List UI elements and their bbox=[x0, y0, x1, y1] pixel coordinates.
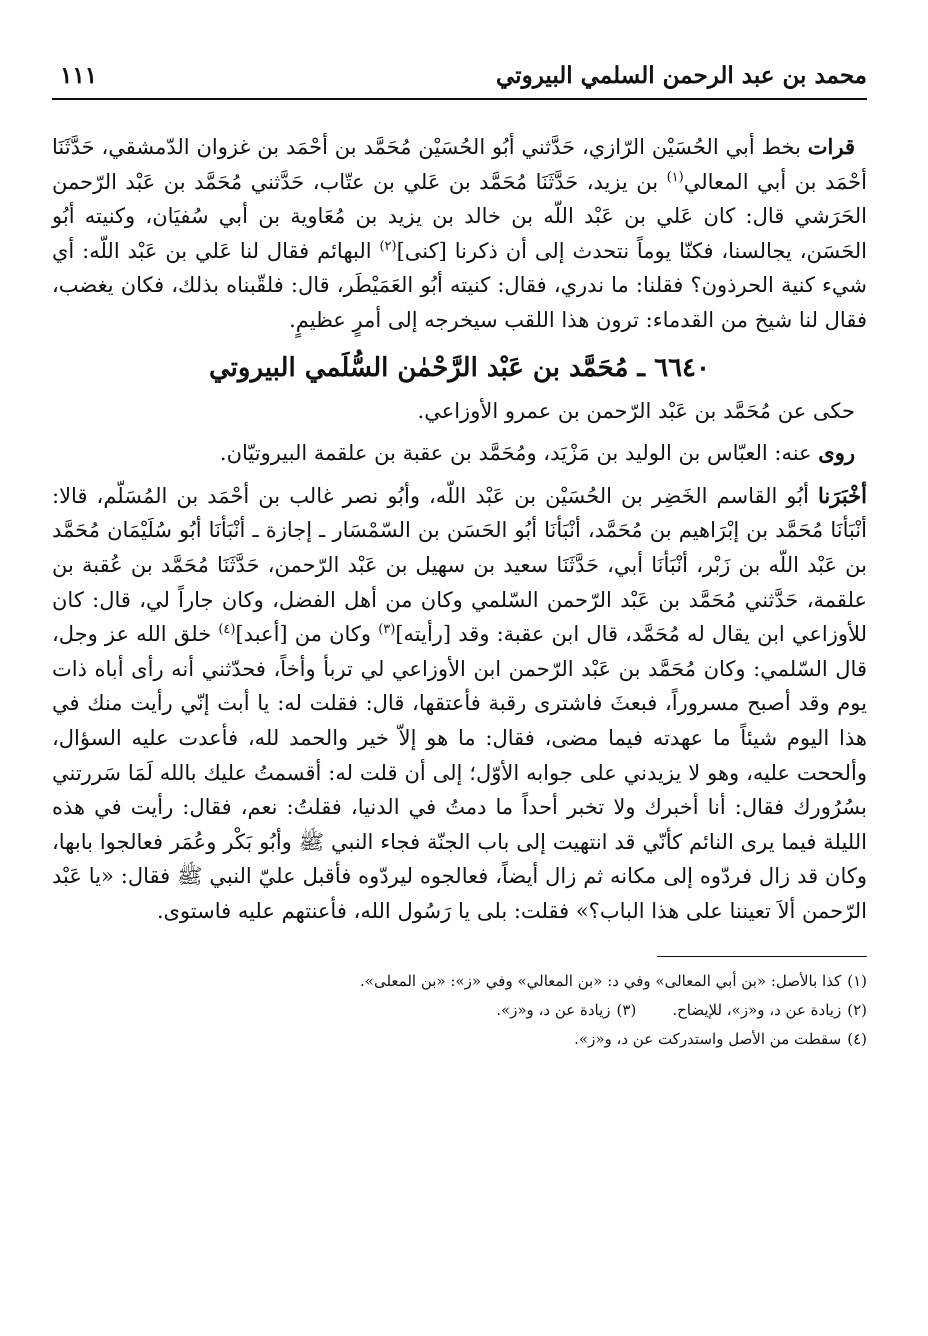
footnote-num: (٢) bbox=[847, 1001, 867, 1020]
paragraph-1-text-a: بخط أبي الحُسَيْن الرّازي، حَدَّثني أبُو الحُسَيْن مُحَمَّد بن أحْمَد بن غزوان الدّمشقي، حَدَّثَنَا أحْمَد بن أبي المعالي bbox=[52, 135, 867, 194]
paragraph-2-text-c: خلق الله عز وجل، قال السّلمي: وكان مُحَمَّد بن عَبْد الرّحمن ابن الأوزاعي لي تربأ وأخاً، فحدّثني أنه رأى أباه ذات يوم وقد أصبح مسروراً، فبعثَ فاشترى رقبة فأعتقها، قال: فقلت له: يا أبت إنّي رأيت منك في هذا اليوم شيئاً ما عهدته فيما مضى، فقال: ما هو إلاّ خير والحمد لله، فأعدت عليه السؤال، وألححت عليه، وهو لا يزيدني على جوابه الأوّل؛ إلى أن قلت له: أقسمتُ عليك بالله لَمَا سَررتني بسُرُورك فقال: أنا أخبرك ولا تخبر أحداً ما دمتُ في الدنيا، فقلتُ: نعم، فقال: رأيت في هذه الليلة فيما يرى النائم كأنّي قد انتهيت إلى باب الجنّة فجاء النبي ﷺ وأبُو بَكْر وعُمَر فعالجوا بابها، وكان قد زال فردّوه إلى مكانه ثم زال أيضاً، فعالجوه ليردّوه فأقبل عليّ النبي ﷺ فقال: «يا عَبْد الرّحمن ألاَ تعيننا على هذا الباب؟» فقلت: بلى يا رَسُول الله، فأعنتهم عليه فاستوى. bbox=[52, 622, 867, 923]
paragraph-1 bbox=[52, 130, 867, 338]
page-number: ١١١ bbox=[60, 62, 98, 89]
footnote-ref-4: (٤) bbox=[218, 622, 236, 638]
footnote-3 bbox=[496, 996, 636, 1025]
paragraph-1-lead: قرات bbox=[807, 134, 855, 159]
running-head-title: محمد بن عبد الرحمن السلمي البيروتي bbox=[496, 62, 867, 89]
paragraph-2-text-b: وكان من [أعبد] bbox=[235, 622, 379, 647]
paragraph-1-text-b: بن يزيد، حَدَّثَنَا مُحَمَّد بن عَلي بن عتّاب، حَدَّثني مُحَمَّد بن عَبْد الرّحمن الحَرَشي قال: كان عَلي بن عَبْد اللّه بن خالد بن يزيد بن مُعَاوية بن أبي سُفيَان، وكنيته أبُو الحَسَن، يجالسنا، فكنّا يوماً نتحدث إلى أن ذكرنا [كنى] bbox=[52, 169, 867, 263]
entry-line-1: حكى عن مُحَمَّد بن عَبْد الرّحمن بن عمرو الأوزاعي. bbox=[417, 398, 855, 423]
header-rule bbox=[52, 98, 867, 100]
footnote-2 bbox=[672, 996, 867, 1025]
main-text bbox=[52, 130, 867, 928]
footnote-num: (١) bbox=[847, 972, 867, 991]
rawa-lead: روى bbox=[818, 440, 855, 466]
footnote-text: كذا بالأصل: «بن أبي المعالى» وفي د: «بن المعالي» وفي «ز»: «بن المعلى». bbox=[360, 972, 842, 991]
footnote-ref-1: (١) bbox=[666, 169, 684, 185]
footnotes bbox=[52, 967, 867, 1054]
footnote-text: سقطت من الأصل واستدركت عن د، و«ز». bbox=[574, 1030, 842, 1049]
footnote-row bbox=[52, 996, 867, 1025]
rawa-text: عنه: العبّاس بن الوليد بن مَزْيَد، ومُحَمَّد بن عقبة بن علقمة البيروتيّان. bbox=[219, 441, 819, 466]
paragraph-2-lead: أخْبَرَنا bbox=[818, 482, 867, 508]
footnote-text: زيادة عن د، و«ز»، للإيضاح. bbox=[672, 1001, 842, 1020]
footnote-1 bbox=[52, 967, 867, 996]
footnote-num: (٤) bbox=[847, 1030, 867, 1049]
footnote-ref-3: (٣) bbox=[378, 622, 396, 638]
paragraph-2 bbox=[52, 479, 867, 929]
footnote-num: (٣) bbox=[616, 1001, 637, 1020]
page bbox=[52, 52, 867, 1054]
paragraph-2-text-a: أبُو القاسم الخَضِر بن الحُسَيْن بن عَبْد اللّه، وأبُو نصر غالب بن أحْمَد بن المُسَلّم، قالا: أنْبَأنَا مُحَمَّد بن إبْرَاهيم بن مُحَمَّد، أنْبَأنَا أبُو الحَسَن بن السّمْسَار ـ إجازة ـ أنْبَأنَا أبُو سُلَيْمَان مُحَمَّد بن عَبْد اللّه بن زَبْر، أنْبَأنَا أبي، حَدَّثَنَا سعيد بن سهيل بن عَبْد الرّحمن، حَدَّثَنَا مُحَمَّد بن عُقبة بن علقمة، حَدَّثني مُحَمَّد بن عَبْد الرّحمن السّلمي وكان من أهل الفضل، وكان جاراً لي، قال: كان للأوزاعي ابن يقال له مُحَمَّد، قال ابن عقبة: وقد [رأيته] bbox=[52, 483, 867, 647]
footnote-text: زيادة عن د، و«ز». bbox=[496, 1001, 611, 1020]
paragraph-1-text-c: البهائم فقال لنا عَلي بن عَبْد اللّه: أي شيء كنية الحرذون؟ فقلنا: ما ندري، فقال: كنيته أبُو العَمَيْطَر، قال: فلقّبناه بذلك، فكان يغضب، فقال لنا شيخ من القدماء: ترون هذا اللقب سيخرجه إلى أمرٍ عظيمٍ. bbox=[52, 238, 867, 332]
entry-rawa bbox=[52, 436, 867, 471]
running-head bbox=[52, 52, 867, 98]
footnote-ref-2: (٢) bbox=[379, 238, 397, 254]
footnote-4 bbox=[52, 1025, 867, 1054]
footnote-rule bbox=[657, 956, 867, 957]
entry-heading: ٦٦٤٠ ـ مُحَمَّد بن عَبْد الرَّحْمٰن السُّلَمي البيروتي bbox=[209, 352, 710, 383]
